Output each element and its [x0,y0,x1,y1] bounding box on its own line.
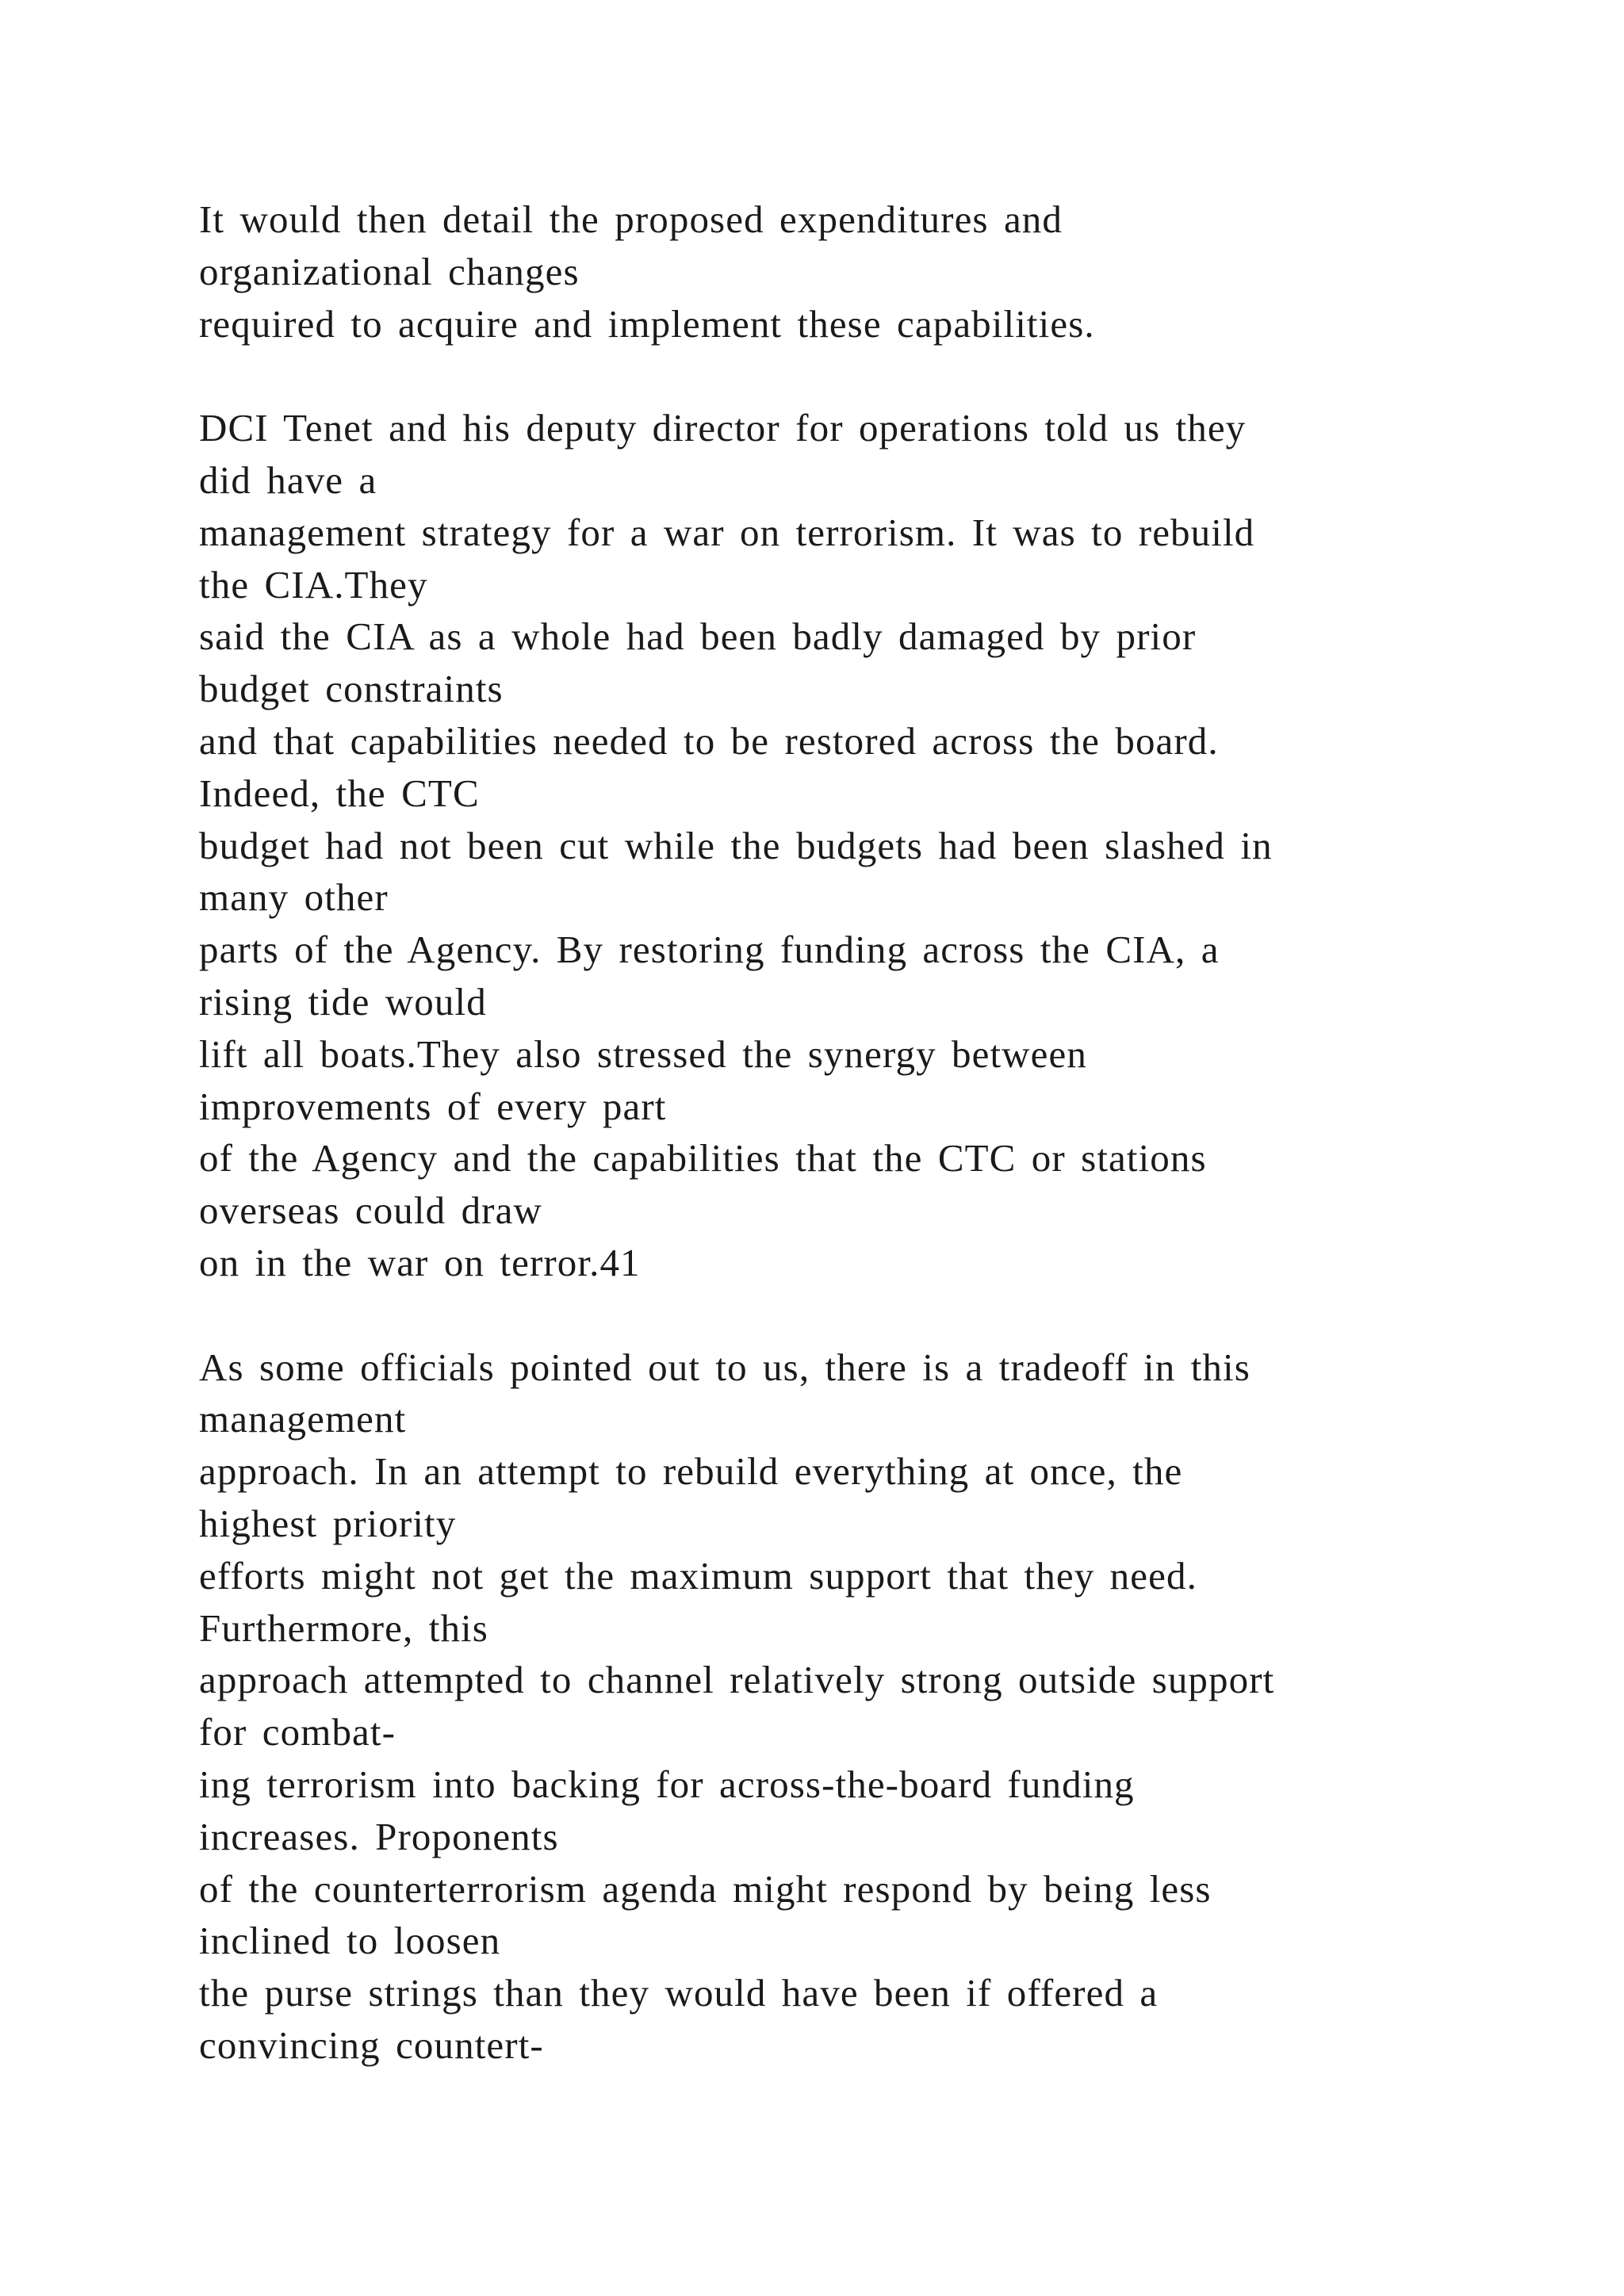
text-line: As some officials pointed out to us, there is a tradeoff in this [199,1345,1251,1389]
text-line: parts of the Agency. By restoring funding across the CIA, a [199,928,1220,972]
text-line: inclined to loosen [199,1919,501,1963]
text-line: budget constraints [199,667,504,711]
document-body [199,193,1547,2123]
text-line: on in the war on terror.41 [199,1240,641,1284]
text-line: approach. In an attempt to rebuild everything at once, the [199,1449,1183,1494]
text-line: approach attempted to channel relatively strong outside support [199,1658,1275,1702]
text-line: management [199,1397,407,1441]
paragraph-3 [199,1341,1547,2072]
paragraph-2 [199,402,1547,1289]
text-line: required to acquire and implement these capabilities. [199,301,1095,346]
text-line: rising tide would [199,979,487,1024]
text-line: management strategy for a war on terrorism. It was to rebuild [199,510,1255,554]
text-line: efforts might not get the maximum support that they need. [199,1553,1197,1598]
text-line: DCI Tenet and his deputy director for operations told us they [199,406,1247,450]
text-line: for combat- [199,1710,396,1755]
text-line: increases. Proponents [199,1814,559,1858]
text-line: said the CIA as a whole had been badly damaged by prior [199,614,1197,659]
text-line: of the Agency and the capabilities that the CTC or stations [199,1136,1207,1181]
text-line: overseas could draw [199,1188,542,1233]
text-line: highest priority [199,1501,457,1545]
text-line: lift all boats.They also stressed the synergy between [199,1031,1087,1076]
text-line: It would then detail the proposed expenditures and [199,197,1063,241]
text-line: convincing countert- [199,2022,544,2067]
text-line: the purse strings than they would have been if offered a [199,1971,1159,2015]
paragraph-1 [199,193,1547,350]
text-line: improvements of every part [199,1084,667,1128]
text-line: did have a [199,457,377,502]
text-line: organizational changes [199,249,580,293]
text-line: Furthermore, this [199,1605,488,1650]
text-line: many other [199,875,389,920]
text-line: the CIA.They [199,562,428,607]
text-line: of the counterterrorism agenda might respond by being less [199,1866,1212,1911]
text-line: Indeed, the CTC [199,771,480,815]
text-line: ing terrorism into backing for across-the-board funding [199,1762,1135,1806]
text-line: budget had not been cut while the budgets had been slashed in [199,823,1273,867]
text-line: and that capabilities needed to be restored across the board. [199,718,1219,763]
